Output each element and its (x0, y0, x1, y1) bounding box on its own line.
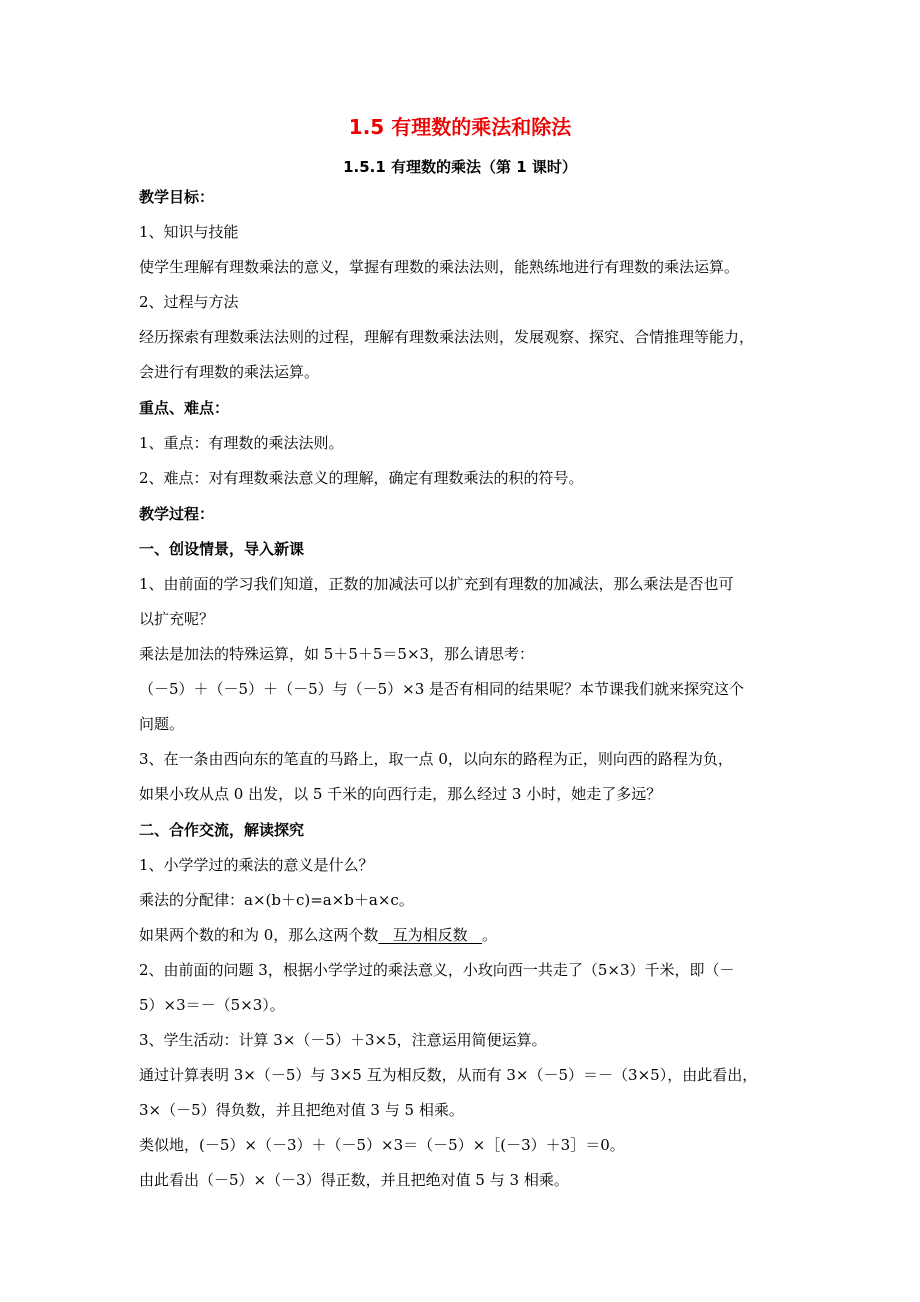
section-1-p1-line2: 以扩充呢？ (139, 610, 215, 628)
key-point-2: 2、难点：对有理数乘法意义的理解，确定有理数乘法的积的符号。 (139, 469, 584, 487)
section-1-heading: 一、创设情景，导入新课 (139, 540, 305, 558)
section-1-p4-line2: 如果小玫从点 0 出发，以 5 千米的向西行走，那么经过 3 小时，她走了多远？ (139, 785, 662, 803)
section-2-p4-line2: 5）×3＝－（5×3）。 (139, 996, 285, 1014)
objective-2-title: 2、过程与方法 (139, 293, 239, 311)
section-2-p3-before: 如果两个数的和为 0，那么这两个数 (139, 926, 379, 944)
key-points-heading: 重点、难点： (139, 399, 230, 417)
objective-1-text: 使学生理解有理数乘法的意义，掌握有理数的乘法法则，能熟练地进行有理数的乘法运算。 (139, 258, 740, 276)
objectives-heading: 教学目标： (139, 188, 215, 206)
objective-2-text-line2: 会进行有理数的乘法运算。 (139, 363, 320, 381)
section-2-p3 (139, 924, 789, 946)
section-2-heading: 二、合作交流，解读探究 (139, 821, 305, 839)
section-2-p2: 乘法的分配律：a×(b＋c)=a×b＋a×c。 (139, 891, 414, 909)
section-2-p6-line2: 3×（－5）得负数，并且把绝对值 3 与 5 相乘。 (139, 1101, 464, 1119)
section-2-p5: 3、学生活动：计算 3×（－5）＋3×5，注意运用简便运算。 (139, 1031, 547, 1049)
section-2-p7: 类似地，(－5）×（－3）＋（－5）×3＝（－5）×［(－3）＋3］＝0。 (139, 1136, 625, 1154)
document-title: 1.5 有理数的乘法和除法 (348, 115, 572, 139)
section-2-p4-line1: 2、由前面的问题 3，根据小学学过的乘法意义，小玫向西一共走了（5×3）千米，即（－ (139, 961, 735, 979)
section-2-p1: 1、小学学过的乘法的意义是什么？ (139, 856, 374, 874)
key-point-1: 1、重点：有理数的乘法法则。 (139, 434, 344, 452)
objective-2-text-line1: 经历探索有理数乘法法则的过程，理解有理数乘法法则，发展观察、探究、合情推理等能力， (139, 328, 755, 346)
objective-1-title: 1、知识与技能 (139, 223, 239, 241)
section-2-p8: 由此看出（－5）×（－3）得正数，并且把绝对值 5 与 3 相乘。 (139, 1171, 569, 1189)
document-subtitle: 1.5.1 有理数的乘法（第 1 课时） (343, 158, 577, 176)
section-1-p3-line2: 问题。 (139, 715, 185, 733)
section-1-p2: 乘法是加法的特殊运算，如 5＋5＋5＝5×3，那么请思考： (139, 645, 535, 663)
section-2-p6-line1: 通过计算表明 3×（－5）与 3×5 互为相反数，从而有 3×（－5）＝－（3×5），由此看出， (139, 1066, 758, 1084)
fill-in-blank-answer: 互为相反数 (378, 926, 482, 944)
section-1-p4-line1: 3、在一条由西向东的笔直的马路上，取一点 0，以向东的路程为正，则向西的路程为负， (139, 750, 733, 768)
section-1-p3-line1: （－5）＋（－5）＋（－5）与（－5）×3 是否有相同的结果呢？本节课我们就来探究这个 (139, 680, 745, 698)
section-1-p1-line1: 1、由前面的学习我们知道，正数的加减法可以扩充到有理数的加减法，那么乘法是否也可 (139, 575, 734, 593)
section-2-p3-after: 。 (481, 926, 497, 944)
process-heading: 教学过程： (139, 505, 215, 523)
